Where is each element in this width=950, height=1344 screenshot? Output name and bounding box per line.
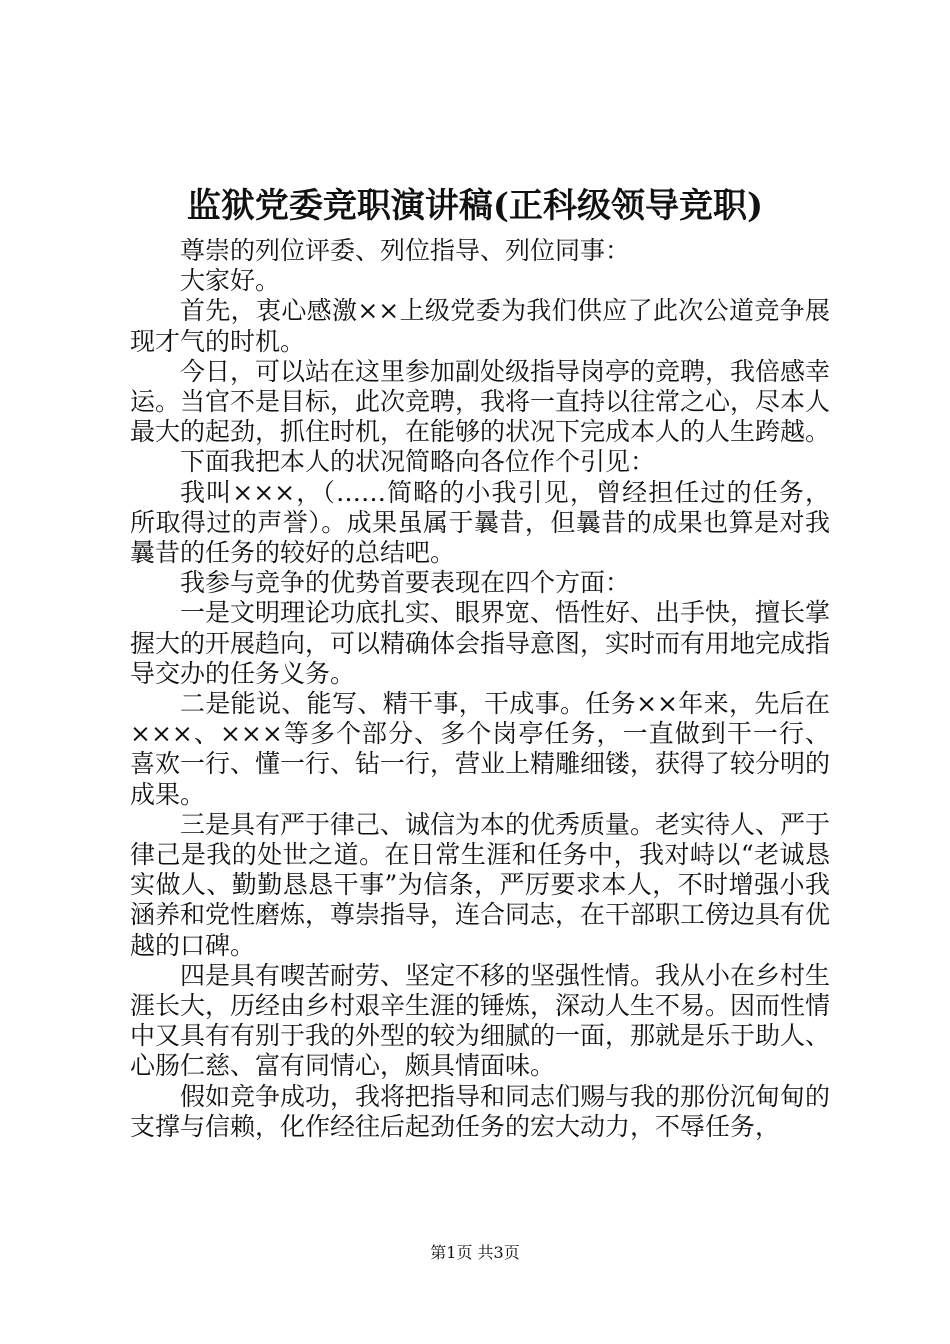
- paragraph-salutation: 尊崇的列位评委、列位指导、列位同事：: [180, 236, 631, 265]
- paragraph-commitment: 假如竞争成功，我将把指导和同志们赐与我的那份沉甸甸的支撑与信赖，化作经往后起劲任务的宏大动力，不辱任务，: [130, 1081, 831, 1141]
- page-footer: 第1页 共3页: [430, 1243, 520, 1262]
- paragraph-self-intro: 我叫×××，（……简略的小我引见，曾经担任过的任务，所取得过的声誉）。成果虽属于曩昔，但曩昔的成果也算是对我曩昔的任务的较好的总结吧。: [130, 477, 830, 568]
- paragraph-advantage-two: 二是能说、能写、精干事，干成事。任务××年来，先后在×××、×××等多个部分、多个岗亭任务，一直做到干一行、喜欢一行、懂一行、钻一行，营业上精雕细镂，获得了较分明的成果。: [130, 689, 831, 809]
- paragraph-advantage-four: 四是具有喫苦耐劳、坚定不移的坚强性情。我从小在乡村生涯长大，历经由乡村艰辛生涯的锤炼，深动人生不易。因而性情中又具有有别于我的外型的较为细腻的一面，那就是乐于助人、心肠仁慈、富有同情心，颇具情面味。: [130, 960, 831, 1081]
- paragraph-advantage-three: 三是具有严于律己、诚信为本的优秀质量。老实待人、严于律己是我的处世之道。在日常生涯和任务中，我对峙以“老诚恳实做人、勤勤恳恳干事”为信条，严厉要求本人，不时增强小我涵养和党性磨炼，尊崇指导，连合同志，在干部职工傍边具有优越的口碑。: [130, 809, 831, 960]
- document-title: 监狱党委竞职演讲稿(正科级领导竞职): [186, 186, 764, 226]
- paragraph-intro-purpose: 今日，可以站在这里参加副处级指导岗亭的竞聘，我倍感幸运。当官不是目标，此次竞聘，我将一直持以往常之心，尽本人最大的起劲，抓住时机，在能够的状况下完成本人的人生跨越。: [130, 356, 831, 447]
- paragraph-greeting: 大家好。: [180, 266, 281, 296]
- paragraph-advantage-one: 一是文明理论功底扎实、眼界宽、悟性好、出手快，擅长掌握大的开展趋向，可以精确体会指导意图，实时而有用地完成指导交办的任务义务。: [130, 598, 831, 688]
- document-body: [130, 236, 830, 1142]
- paragraph-thanks: 首先，衷心感激××上级党委为我们供应了此次公道竞争展现才气的时机。: [130, 296, 830, 356]
- paragraph-advantages-lead: 我参与竞争的优势首要表现在四个方面：: [180, 568, 631, 598]
- paragraph-self-intro-lead: 下面我把本人的状况简略向各位作个引见：: [180, 447, 656, 477]
